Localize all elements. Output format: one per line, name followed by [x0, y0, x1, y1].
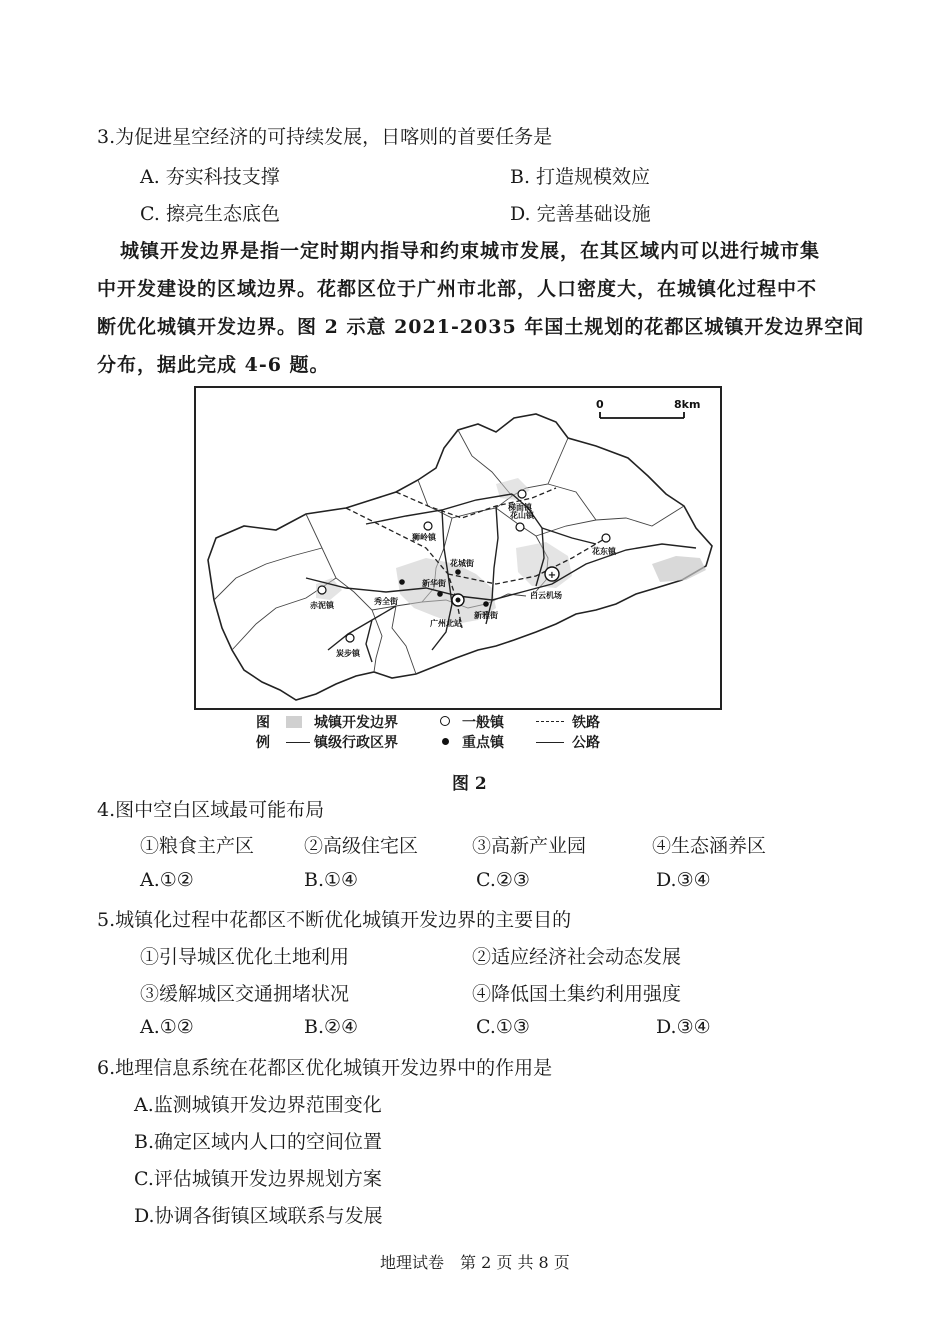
- town-marker-tanbu: [346, 634, 354, 642]
- town-marker-huadong: [602, 534, 610, 542]
- legend-key-town-icon: [442, 738, 449, 745]
- scale-distance: 8km: [674, 398, 701, 411]
- q5-item-4: ④降低国土集约利用强度: [472, 983, 682, 1005]
- label-xinya: 新雅街: [474, 611, 498, 620]
- q6-option-b: B.确定区域内人口的空间位置: [134, 1131, 383, 1153]
- legend-railway: 铁路: [572, 715, 600, 731]
- label-tiangu: 梯面镇: [508, 503, 532, 512]
- label-shiling: 狮岭镇: [412, 533, 436, 542]
- label-baiyun: 白云机场: [530, 591, 562, 600]
- map-canvas: [196, 388, 720, 708]
- legend-railway-line: [536, 721, 564, 722]
- scale-zero: 0: [596, 398, 604, 411]
- q4-item-1: ①粮食主产区: [140, 835, 255, 857]
- q3-option-d: D. 完善基础设施: [510, 203, 651, 225]
- q5-item-1: ①引导城区优化土地利用: [140, 946, 350, 968]
- label-chini: 赤泥镇: [310, 601, 334, 610]
- huadu-map: [194, 386, 722, 710]
- label-guangzhoubei: 广州北站: [430, 619, 462, 628]
- station-symbol: [452, 594, 464, 606]
- q5-option-b: B.②④: [304, 1016, 359, 1038]
- q3-option-c: C. 擦亮生态底色: [140, 203, 280, 225]
- legend-key-town: 重点镇: [462, 735, 504, 751]
- q5-option-a: A.①②: [140, 1016, 194, 1038]
- town-marker-chini: [318, 586, 326, 594]
- legend-general-town: 一般镇: [462, 715, 504, 731]
- town-marker-huashan: [516, 523, 524, 531]
- passage-line-4: 分布，据此完成 4-6 题。: [97, 354, 330, 376]
- q4-option-b: B.①④: [304, 869, 359, 891]
- town-marker-shiling: [424, 522, 432, 530]
- passage-line-2: 中开发建设的区域边界。花都区位于广州市北部，人口密度大，在城镇化过程中不: [97, 278, 818, 300]
- legend-admin: 镇级行政区界: [314, 735, 398, 751]
- town-marker-huacheng: [455, 569, 461, 575]
- scale-bar: [596, 398, 700, 418]
- q4-option-a: A.①②: [140, 869, 194, 891]
- town-marker-xiuquan: [437, 591, 443, 597]
- q6-option-c: C.评估城镇开发边界规划方案: [134, 1168, 382, 1190]
- legend-road-line: [536, 742, 564, 743]
- legend-general-town-icon: [440, 716, 450, 726]
- roads: [306, 494, 696, 662]
- q6-option-d: D.协调各街镇区域联系与发展: [134, 1205, 383, 1227]
- passage-line-1: 城镇开发边界是指一定时期内指导和约束城市发展，在其区域内可以进行城市集: [120, 240, 821, 262]
- svg-text:+: +: [547, 570, 557, 581]
- label-tanbu: 炭步镇: [336, 649, 360, 658]
- town-marker-xinya: [483, 601, 489, 607]
- label-xinhua: 新华街: [422, 579, 446, 588]
- label-xiuquan: 秀全街: [374, 597, 398, 606]
- q5-stem: 5.城镇化过程中花都区不断优化城镇开发边界的主要目的: [97, 909, 572, 931]
- q4-item-4: ④生态涵养区: [652, 835, 767, 857]
- figure-caption: 图 2: [452, 774, 487, 794]
- q4-option-d: D.③④: [656, 869, 711, 891]
- q5-item-3: ③缓解城区交通拥堵状况: [140, 983, 350, 1005]
- legend-admin-line: [286, 742, 310, 743]
- q5-option-c: C.①③: [476, 1016, 530, 1038]
- q4-option-c: C.②③: [476, 869, 530, 891]
- town-marker-xinhua: [399, 579, 405, 585]
- q5-item-2: ②适应经济社会动态发展: [472, 946, 682, 968]
- q5-option-d: D.③④: [656, 1016, 711, 1038]
- airport-symbol: [545, 567, 559, 581]
- q6-stem: 6.地理信息系统在花都区优化城镇开发边界中的作用是: [97, 1057, 553, 1079]
- q3-option-a: A. 夯实科技支撑: [140, 166, 280, 188]
- label-huashan: 花山镇: [510, 511, 534, 520]
- label-huadong: 花东镇: [592, 547, 616, 556]
- q6-option-a: A.监测城镇开发边界范围变化: [134, 1094, 382, 1116]
- q3-option-b: B. 打造规模效应: [510, 166, 651, 188]
- q3-stem: 3.为促进星空经济的可持续发展，日喀则的首要任务是: [97, 126, 553, 148]
- legend-label-top: 图: [256, 715, 270, 731]
- town-marker-tiangu: [518, 490, 526, 498]
- q4-stem: 4.图中空白区域最可能布局: [97, 799, 325, 821]
- legend-road: 公路: [572, 735, 600, 751]
- page-footer: 地理试卷 第 2 页 共 8 页: [380, 1253, 570, 1272]
- q4-item-3: ③高新产业园: [472, 835, 587, 857]
- legend-boundary: 城镇开发边界: [314, 715, 398, 731]
- legend-label-bottom: 例: [256, 735, 270, 751]
- label-huacheng: 花城街: [450, 559, 474, 568]
- passage-line-3: 断优化城镇开发边界。图 2 示意 2021-2035 年国土规划的花都区城镇开发边界空间: [97, 316, 865, 338]
- district-outline: [208, 414, 712, 700]
- q4-item-2: ②高级住宅区: [304, 835, 419, 857]
- legend-boundary-swatch: [286, 716, 302, 728]
